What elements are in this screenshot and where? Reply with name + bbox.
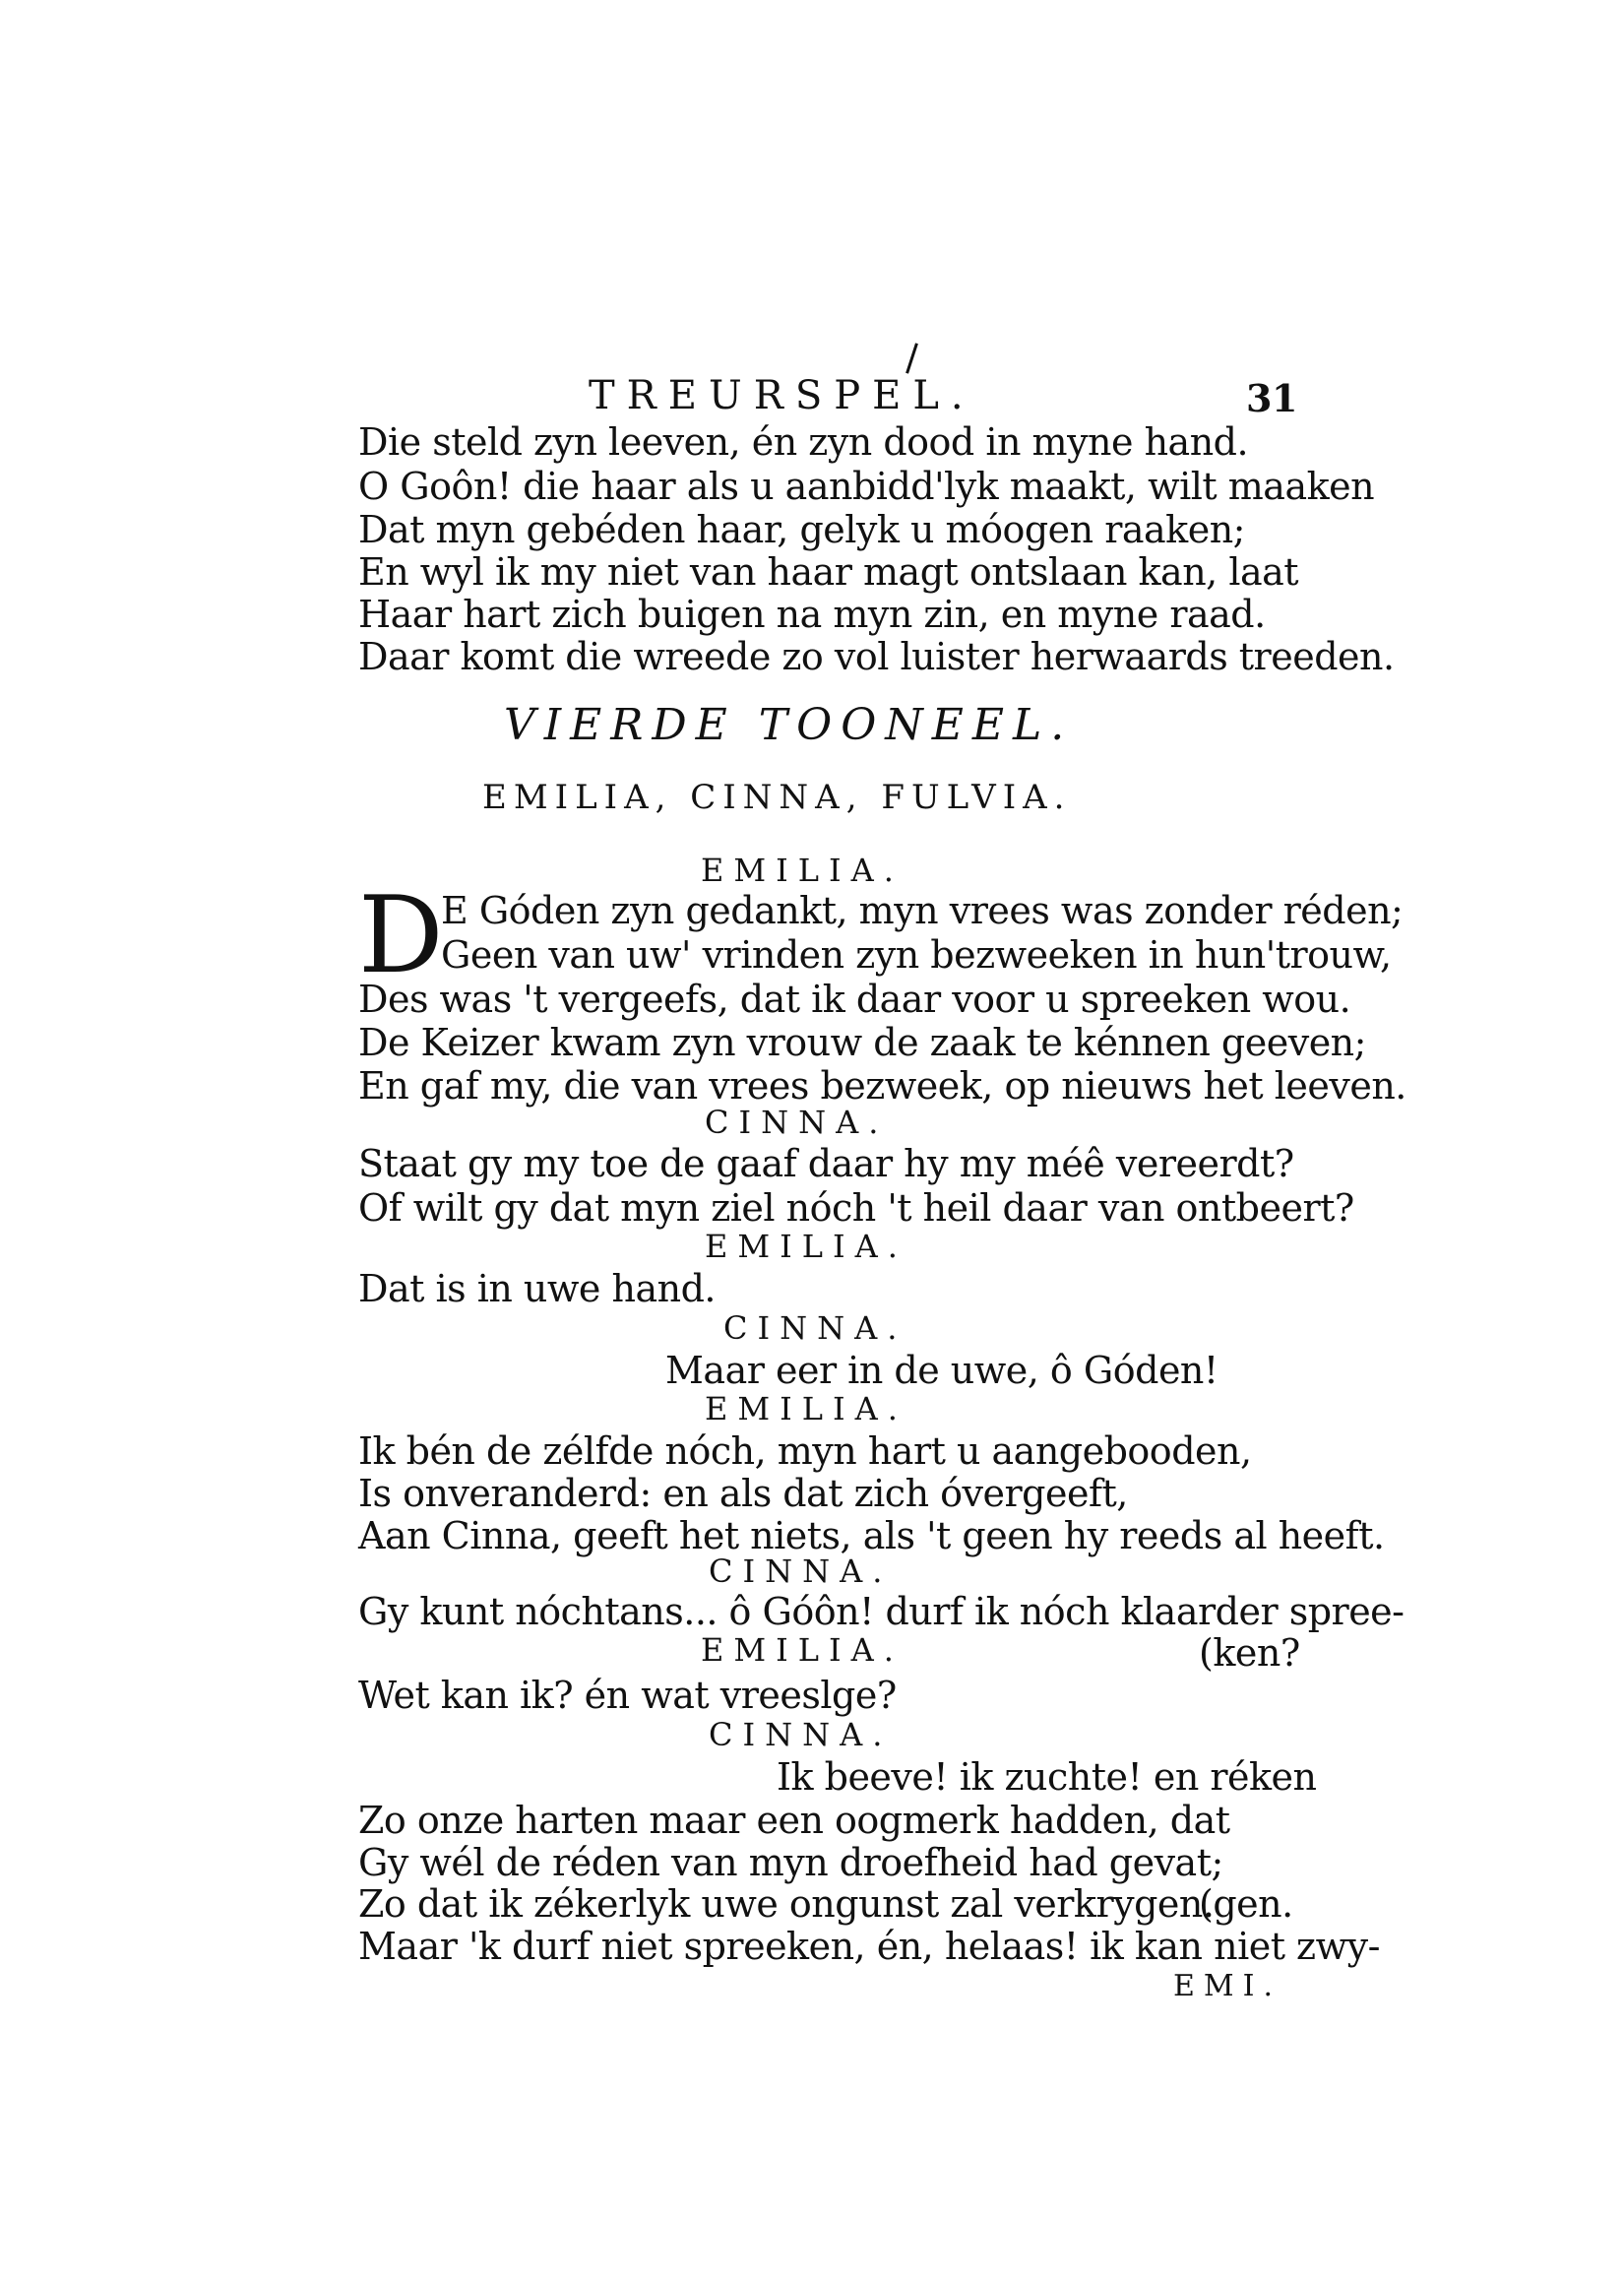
running-title: TREURSPEL. (589, 373, 975, 418)
speaker-name: CINNA. (709, 1552, 893, 1590)
verse-line: Ik beeve! ik zuchte! en réken (777, 1755, 1317, 1799)
drop-cap: D (358, 874, 444, 997)
page-number: 31 (1246, 376, 1297, 420)
verse-line: Geen van uw' vrinden zyn bezweeken in hun'trouw, (441, 933, 1392, 977)
verse-line: Maar 'k durf niet spreeken, én, helaas! ik kan niet zwy- (358, 1925, 1380, 1968)
verse-line: Dat myn gebéden haar, gelyk u móogen raaken; (358, 508, 1245, 551)
speaker-name: EMILIA. (701, 852, 904, 889)
verse-line: Staat gy my toe de gaaf daar hy my méê vereerdt? (358, 1142, 1294, 1185)
catchword: EMI. (1173, 1969, 1282, 2003)
scene-title: VIERDE TOONEEL. (504, 700, 1074, 750)
verse-turnover: (gen. (1199, 1882, 1293, 1926)
speaker-name: CINNA. (709, 1716, 893, 1753)
verse-line: Daar komt die wreede zo vol luister herwaards treeden. (358, 635, 1395, 678)
handwritten-mark (906, 343, 918, 373)
verse-line: Is onveranderd: en als dat zich óvergeeft, (358, 1472, 1128, 1515)
verse-line: Zo dat ik zékerlyk uwe ongunst zal verkrygen. (358, 1882, 1215, 1926)
speaker-name: EMILIA. (701, 1631, 904, 1669)
verse-line: E Góden zyn gedankt, myn vrees was zonder réden; (441, 889, 1404, 932)
verse-line: En gaf my, die van vrees bezweek, op nieuws het leeven. (358, 1064, 1406, 1108)
verse-line: O Goôn! die haar als u aanbidd'lyk maakt, wilt maaken (358, 465, 1375, 508)
verse-line: Die steld zyn leeven, én zyn dood in myne hand. (358, 420, 1249, 464)
speaker-name: CINNA. (723, 1309, 907, 1347)
verse-line: Haar hart zich buigen na myn zin, en myne raad. (358, 593, 1266, 636)
cast-list: EMILIA, CINNA, FULVIA. (482, 778, 1072, 817)
verse-line: Aan Cinna, geeft het niets, als 't geen hy reeds al heeft. (358, 1514, 1385, 1557)
verse-line: Ik bén de zélfde nóch, myn hart u aangebooden, (358, 1429, 1252, 1473)
verse-line: De Keizer kwam zyn vrouw de zaak te kénnen geeven; (358, 1021, 1366, 1064)
verse-line: Des was 't vergeefs, dat ik daar voor u spreeken wou. (358, 978, 1351, 1021)
verse-line: Wet kan ik? én wat vreeslge? (358, 1674, 897, 1717)
verse-line: Of wilt gy dat myn ziel nóch 't heil daar van ontbeert? (358, 1186, 1354, 1230)
verse-line: Dat is in uwe hand. (358, 1267, 716, 1310)
speaker-name: CINNA. (705, 1104, 889, 1141)
verse-line: Zo onze harten maar een oogmerk hadden, dat (358, 1799, 1230, 1842)
verse-turnover: (ken? (1199, 1631, 1300, 1675)
speaker-name: EMILIA. (705, 1228, 907, 1265)
verse-line: Maar eer in de uwe, ô Góden! (665, 1349, 1218, 1392)
speaker-name: EMILIA. (705, 1390, 907, 1427)
verse-line: Gy wél de réden van myn droefheid had gevat; (358, 1841, 1223, 1884)
verse-line: Gy kunt nóchtans... ô Góôn! durf ik nóch klaarder spree- (358, 1590, 1405, 1633)
verse-line: En wyl ik my niet van haar magt ontslaan kan, laat (358, 550, 1299, 594)
